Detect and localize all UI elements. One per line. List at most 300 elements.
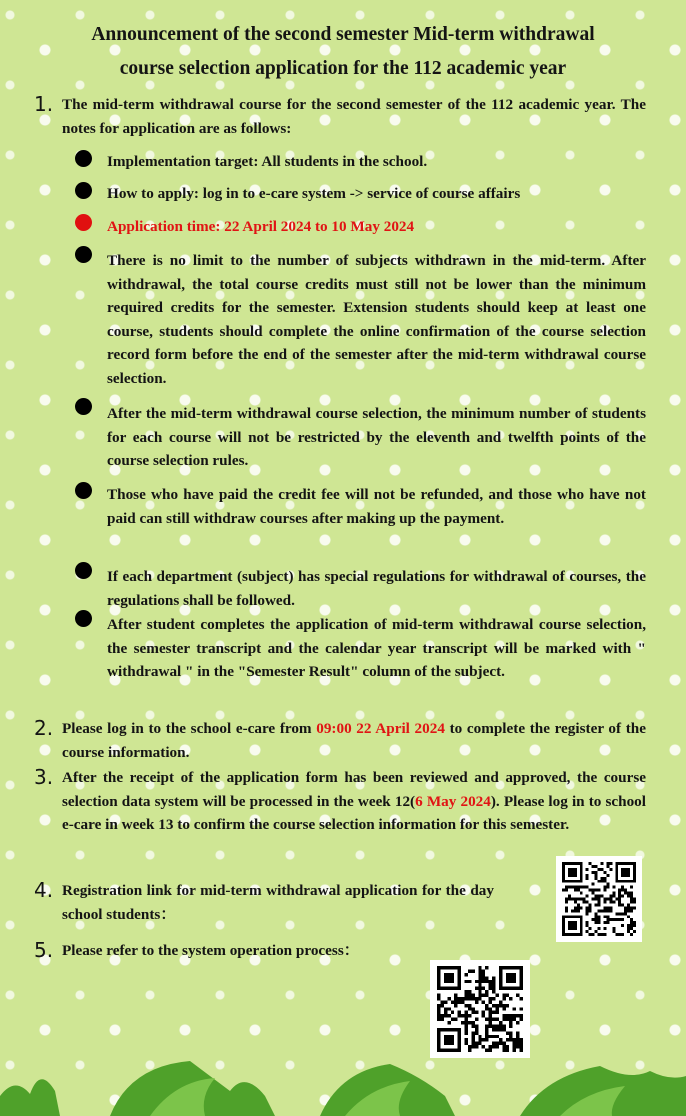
qr-module [612,900,615,903]
qr-module [485,1024,488,1027]
qr-module [516,1038,519,1041]
qr-module [600,868,603,871]
qr-module [502,997,505,1000]
qr-module [492,990,495,993]
qr-module [592,933,595,936]
qr-code-operation-svg [436,966,524,1052]
qr-module [475,997,478,1000]
qr-module [627,930,630,933]
qr-module [482,1000,485,1003]
qr-module [568,898,571,901]
qr-module [471,1045,474,1048]
item-3-number: 3. [34,765,54,789]
item-3-text [62,766,646,837]
qr-module [485,980,488,983]
qr-module [606,865,609,868]
qr-module [478,987,481,990]
item-2-number: 2. [34,716,54,740]
qr-module [465,1004,468,1007]
qr-module [586,868,589,871]
qr-module [574,909,577,912]
qr-module [621,889,624,892]
qr-module [437,1018,440,1021]
qr-module [595,889,598,892]
qr-module [603,906,606,909]
bullet-7-icon [75,562,92,579]
qr-module [465,1024,468,1027]
qr-module [478,1035,481,1038]
qr-module [592,871,595,874]
qr-module [574,898,577,901]
qr-module [630,900,633,903]
qr-module [598,868,601,871]
qr-module [618,903,621,906]
qr-module [600,895,603,898]
qr-module [580,898,583,901]
qr-module [612,886,615,889]
qr-module [475,980,478,983]
qr-module [513,1018,516,1021]
qr-module [520,1014,523,1017]
qr-module [621,912,624,915]
qr-module [598,903,601,906]
qr-module [627,924,630,927]
qr-module [606,883,609,886]
qr-module [603,927,606,930]
item-4-text: Registration link for mid-term withdrawal application for the day school students： [62,882,494,923]
qr-module [606,918,609,921]
qr-module [468,997,471,1000]
qr-module [565,906,568,909]
qr-module [471,1042,474,1045]
bullet-4-text: There is no limit to the number of subjects withdrawn in the mid-term. After withdrawal, the total course credits must still not be lower than the minimum required credits for the semester. Extension students should keep at least one course, students should complete the online confirmation of the course selection record form before the end of the semester after the mid-term withdrawal course selection. [107,252,646,387]
qr-module [598,895,601,898]
qr-module [482,994,485,997]
qr-module [465,1038,468,1041]
qr-module [468,1045,471,1048]
qr-module [506,1018,509,1021]
qr-module [478,1038,481,1041]
qr-module [598,900,601,903]
qr-module [520,997,523,1000]
qr-module [609,898,612,901]
qr-module [506,1038,509,1041]
bullet-3-text: Application time: 22 April 2024 to 10 May 2024 [107,218,415,235]
qr-module [489,1024,492,1027]
qr-module [478,1042,481,1045]
qr-module [458,1000,461,1003]
qr-module [516,1031,519,1034]
qr-module [492,983,495,986]
item-2-text [62,717,646,764]
qr-module [586,921,589,924]
qr-module [565,909,568,912]
qr-module [571,886,574,889]
qr-module [583,886,586,889]
qr-module [600,909,603,912]
qr-module [565,898,568,901]
qr-module [506,1031,509,1034]
qr-module [565,889,568,892]
qr-module [509,1035,512,1038]
qr-module [478,969,481,972]
qr-module [577,886,580,889]
item-2-text-before: Please log in to the school e-care from [62,720,317,737]
qr-module [589,909,592,912]
qr-module [444,1011,447,1014]
qr-module [478,990,481,993]
qr-module [592,898,595,901]
qr-module [606,906,609,909]
qr-module [612,895,615,898]
qr-finder-pattern [568,868,577,877]
qr-module [603,933,606,936]
qr-module [454,1004,457,1007]
item-1-text: The mid-term withdrawal course for the second semester of the 112 academic year. The notes for application are as follows: [62,96,646,137]
qr-module [502,994,505,997]
qr-module [609,909,612,912]
qr-module [609,895,612,898]
qr-module [513,1042,516,1045]
bullet-1-text: Implementation target: All students in the school. [107,153,428,170]
qr-module [451,1018,454,1021]
announcement-title [40,18,646,86]
qr-module [482,987,485,990]
item-2-text-after: to complete the register of the course information. [62,720,646,761]
qr-module [485,1004,488,1007]
qr-module [513,1014,516,1017]
qr-module [502,1045,505,1048]
qr-module [603,921,606,924]
qr-module [595,871,598,874]
qr-module [489,1018,492,1021]
qr-module [489,1021,492,1024]
qr-module [577,909,580,912]
qr-module [468,1007,471,1010]
qr-module [598,918,601,921]
qr-module [630,921,633,924]
qr-module [615,933,618,936]
qr-module [454,997,457,1000]
qr-module [465,1021,468,1024]
qr-module [499,1038,502,1041]
qr-module [447,1021,450,1024]
item-5-number: 5. [34,938,54,962]
qr-module [603,898,606,901]
qr-module [586,924,589,927]
qr-module [627,927,630,930]
qr-module [621,924,624,927]
qr-module [489,987,492,990]
qr-module [621,933,624,936]
qr-module [618,900,621,903]
qr-module [465,994,468,997]
qr-module [451,1011,454,1014]
bullet-6-icon [75,482,92,499]
qr-module [621,886,624,889]
qr-module [499,1042,502,1045]
qr-module [437,1014,440,1017]
qr-module [482,976,485,979]
qr-module [482,980,485,983]
qr-module [603,880,606,883]
qr-module [577,898,580,901]
qr-module [461,1021,464,1024]
qr-module [609,918,612,921]
qr-module [630,918,633,921]
qr-module [633,930,636,933]
qr-module [592,892,595,895]
qr-module [468,1004,471,1007]
qr-module [633,900,636,903]
qr-module [571,898,574,901]
qr-module [482,969,485,972]
qr-module [520,1018,523,1021]
qr-module [618,933,621,936]
qr-module [471,994,474,997]
qr-module [580,892,583,895]
qr-module [630,927,633,930]
qr-module [492,1024,495,1027]
qr-module [606,898,609,901]
qr-module [598,909,601,912]
item-3-highlight: 6 May 2024 [415,792,491,810]
qr-module [454,994,457,997]
qr-module [516,1045,519,1048]
qr-module [509,997,512,1000]
qr-module [627,909,630,912]
qr-module [606,909,609,912]
qr-module [618,918,621,921]
qr-module [624,906,627,909]
qr-module [489,997,492,1000]
qr-module [516,1021,519,1024]
qr-module [492,1045,495,1048]
qr-code-registration-icon[interactable] [556,856,642,942]
qr-module [589,933,592,936]
qr-module [513,1049,516,1052]
qr-code-operation-process-icon[interactable] [430,960,530,1058]
qr-module [495,1004,498,1007]
qr-module [598,889,601,892]
qr-module [475,1011,478,1014]
qr-code-registration-svg [562,862,636,936]
qr-module [492,976,495,979]
qr-module [440,1014,443,1017]
qr-module [586,906,589,909]
qr-module [598,915,601,918]
qr-module [630,895,633,898]
qr-module [492,1011,495,1014]
qr-module [489,1049,492,1052]
qr-module [499,1024,502,1027]
qr-module [465,1031,468,1034]
qr-module [633,898,636,901]
qr-module [437,994,440,997]
qr-module [513,1007,516,1010]
qr-module [516,1042,519,1045]
qr-module [595,874,598,877]
qr-module [615,912,618,915]
qr-module [603,886,606,889]
qr-module [586,877,589,880]
qr-module [468,1021,471,1024]
qr-module [627,906,630,909]
qr-module [595,918,598,921]
qr-module [595,930,598,933]
qr-module [495,1042,498,1045]
qr-module [478,997,481,1000]
qr-module [580,906,583,909]
qr-module [624,909,627,912]
qr-module [603,915,606,918]
qr-module [495,1035,498,1038]
qr-module [489,1000,492,1003]
qr-module [506,1049,509,1052]
qr-module [485,1028,488,1031]
qr-module [606,921,609,924]
qr-module [609,868,612,871]
qr-module [624,892,627,895]
qr-module [468,994,471,997]
qr-module [471,969,474,972]
qr-module [630,924,633,927]
qr-module [509,1018,512,1021]
qr-module [478,973,481,976]
qr-module [437,1011,440,1014]
qr-module [592,889,595,892]
qr-module [586,895,589,898]
qr-module [574,900,577,903]
qr-module [615,898,618,901]
qr-module [577,906,580,909]
bullet-8-icon [75,610,92,627]
qr-module [606,862,609,865]
qr-module [630,898,633,901]
qr-module [478,983,481,986]
qr-module [520,1042,523,1045]
qr-module [589,862,592,865]
qr-module [478,980,481,983]
qr-module [606,886,609,889]
qr-module [506,994,509,997]
qr-module [516,1035,519,1038]
title-line-1: Announcement of the second semester Mid-term withdrawal [91,24,595,45]
qr-module [627,895,630,898]
qr-module [589,903,592,906]
qr-module [499,1004,502,1007]
qr-module [600,880,603,883]
qr-module [465,1018,468,1021]
qr-module [492,1035,495,1038]
qr-module [475,1031,478,1034]
qr-module [612,892,615,895]
qr-module [618,889,621,892]
qr-module [506,1045,509,1048]
qr-module [618,898,621,901]
bullet-2-icon [75,182,92,199]
qr-module [520,1038,523,1041]
qr-module [571,909,574,912]
qr-module [437,997,440,1000]
qr-module [485,1007,488,1010]
qr-module [630,909,633,912]
qr-module [603,900,606,903]
item-1-number: 1. [34,92,54,116]
qr-module [495,1007,498,1010]
qr-module [502,1007,505,1010]
qr-module [606,874,609,877]
qr-finder-pattern [444,973,454,983]
qr-module [516,994,519,997]
qr-module [633,906,636,909]
qr-module [516,1014,519,1017]
qr-module [612,930,615,933]
qr-module [471,1007,474,1010]
qr-module [612,918,615,921]
qr-module [568,886,571,889]
qr-module [471,1035,474,1038]
qr-module [489,1011,492,1014]
qr-module [630,886,633,889]
qr-module [586,886,589,889]
qr-module [461,1000,464,1003]
qr-module [475,1000,478,1003]
qr-finder-pattern [621,868,630,877]
qr-module [492,1004,495,1007]
qr-module [506,1004,509,1007]
qr-module [502,1028,505,1031]
qr-module [461,997,464,1000]
qr-module [615,918,618,921]
qr-module [499,1000,502,1003]
qr-module [489,1014,492,1017]
qr-module [499,1021,502,1024]
qr-module [574,906,577,909]
qr-module [598,880,601,883]
qr-module [485,990,488,993]
qr-module [609,862,612,865]
qr-module [471,997,474,1000]
qr-module [574,889,577,892]
qr-module [621,895,624,898]
qr-module [609,900,612,903]
qr-module [458,1014,461,1017]
qr-module [465,973,468,976]
qr-module [595,898,598,901]
item-3-text-before: After the receipt of the application form has been reviewed and approved, the course selection data system will be processed in the week 12( [62,769,646,810]
qr-module [618,892,621,895]
qr-module [482,1011,485,1014]
qr-module [471,1031,474,1034]
qr-module [603,877,606,880]
bullet-3-icon [75,214,92,231]
qr-module [589,927,592,930]
qr-module [598,921,601,924]
bullet-5-icon [75,398,92,415]
qr-module [458,997,461,1000]
bullet-5-text: After the mid-term withdrawal course selection, the minimum number of students for each course will not be restricted by the eleventh and twelfth points of the course selection rules. [107,405,646,469]
qr-module [520,1007,523,1010]
qr-module [499,1028,502,1031]
qr-module [627,903,630,906]
qr-module [598,927,601,930]
qr-module [577,903,580,906]
qr-module [509,1038,512,1041]
qr-module [492,1028,495,1031]
qr-module [627,915,630,918]
qr-module [600,862,603,865]
